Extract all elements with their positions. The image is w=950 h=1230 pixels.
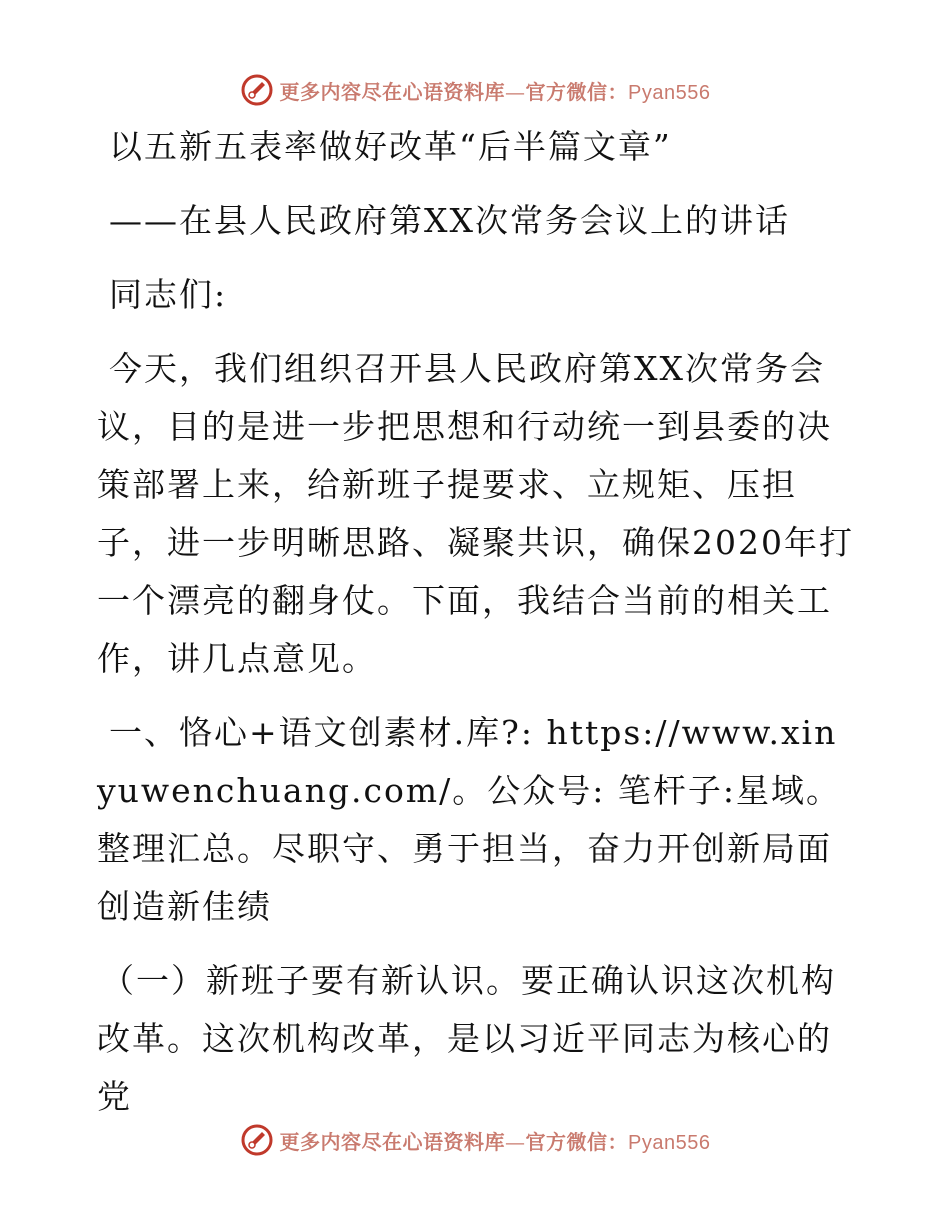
- banner-separator: —: [505, 1129, 526, 1154]
- banner-contact-label: 官方微信：: [525, 79, 629, 104]
- document-body: [97, 118, 857, 1142]
- paragraph-subsection-one: （一）新班子要有新认识。要正确认识这次机构改革。这次机构改革，是以习近平同志为核心的党: [97, 961, 836, 1116]
- header-banner: [0, 70, 950, 110]
- seal-logo-icon: [240, 73, 274, 107]
- banner-text: [280, 1126, 711, 1155]
- paragraph-intro: 今天，我们组织召开县人民政府第XX次常务会议，目的是进一步把思想和行动统一到县委的决策部署上来，给新班子提要求、立规矩、压担子，进一步明晰思路、凝聚共识，确保2020年打一个漂亮的翻身仗。下面，我结合当前的相关工作，讲几点意见。: [97, 349, 854, 678]
- document-title: 以五新五表率做好改革“后半篇文章”: [109, 127, 672, 166]
- salutation: 同志们:: [109, 275, 228, 314]
- seal-logo-icon: [240, 1123, 274, 1157]
- banner-main-text: 更多内容尽在心语资料库: [279, 1129, 506, 1154]
- banner-main-text: 更多内容尽在心语资料库: [279, 79, 506, 104]
- banner-separator: —: [505, 79, 526, 104]
- banner-contact-id: Pyan556: [628, 81, 711, 104]
- banner-text: [280, 76, 711, 105]
- banner-contact-label: 官方微信：: [525, 1129, 629, 1154]
- document-subtitle: ——在县人民政府第XX次常务会议上的讲话: [109, 201, 790, 240]
- banner-contact-id: Pyan556: [628, 1131, 711, 1154]
- paragraph-section-one: 一、恪心+语文创素材.库?: https://www.xinyuwenchuang.com/。公众号: 笔杆子:星域。整理汇总。尽职守、勇于担当，奋力开创新局面创造新佳绩: [97, 713, 841, 926]
- footer-banner: [0, 1120, 950, 1160]
